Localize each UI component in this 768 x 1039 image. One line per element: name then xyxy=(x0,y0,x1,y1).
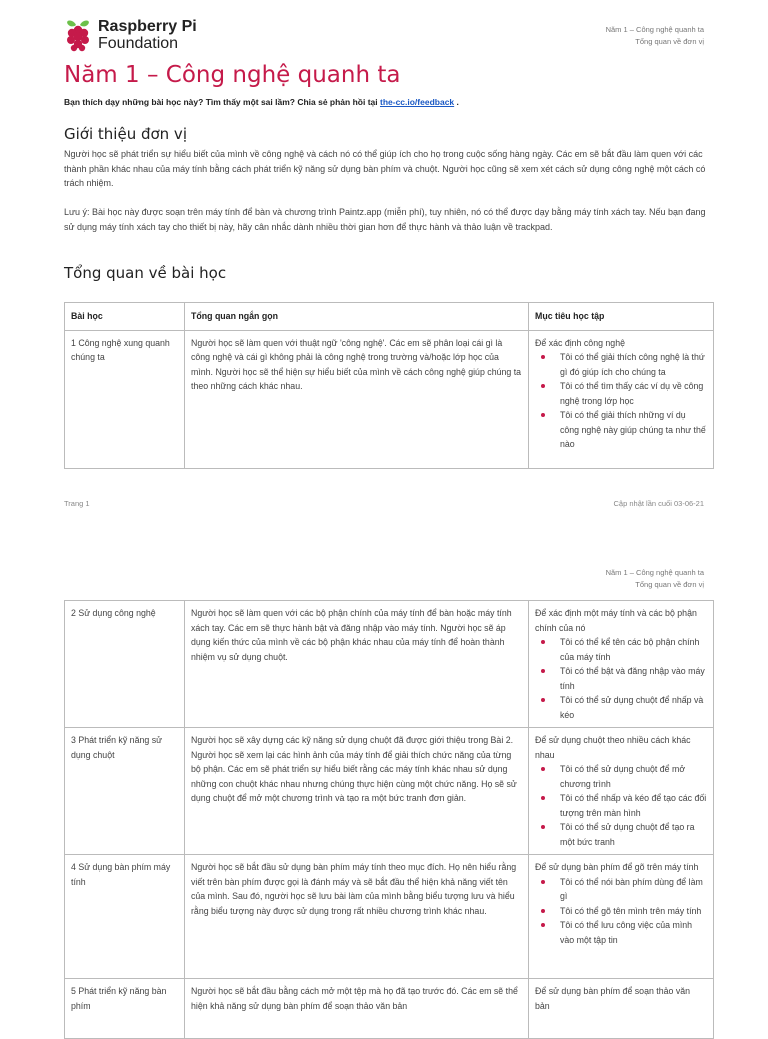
lesson-goals xyxy=(529,728,714,855)
footer-page-number: Trang 1 xyxy=(64,499,90,508)
feedback-text: Bạn thích dạy những bài học này? Tìm thấy một sai lầm? Chia sẻ phản hồi tại xyxy=(64,97,380,107)
list-item xyxy=(553,791,707,820)
intro-paragraph: Người học sẽ phát triển sự hiểu biết của mình về công nghệ và cách nó có thể giúp ích cho họ trong cuộc sống hàng ngày. Các em sẽ bắt đầu làm quen với các thành phần khác nhau của máy tính bằng cách phát triển kỹ năng sử dụng bàn phím và chuột. Người học cũng sẽ xem xét cách sử dụng công nghệ một cách có trách nhiệm. xyxy=(64,149,706,188)
brand-line-1: Raspberry Pi xyxy=(98,18,197,35)
bullet-icon xyxy=(541,698,545,702)
lesson-table-page-2 xyxy=(64,600,714,1039)
goal-intro: Để sử dụng chuột theo nhiều cách khác nhau xyxy=(535,735,691,760)
bullet-icon xyxy=(541,413,545,417)
bullet-icon xyxy=(541,923,545,927)
column-header-goals: Mục tiêu học tập xyxy=(529,303,714,331)
table-header-row xyxy=(65,303,714,331)
running-header-unit: Năm 1 – Công nghệ quanh ta xyxy=(605,25,704,34)
list-item xyxy=(553,820,707,849)
lesson-summary: Người học sẽ làm quen với các bộ phận chính của máy tính để bàn hoặc máy tính xách tay. Các em sẽ thực hành bật và đăng nhập vào máy tính. Người học sẽ áp dụng kiến thức của mình về các bộ phận khác nhau của máy tính để hoàn thành nhiệm vụ sử dụng chuột. xyxy=(185,601,529,728)
goal-text: Tôi có thể nói bàn phím dùng để làm gì xyxy=(560,876,703,901)
bullet-icon xyxy=(541,355,545,359)
list-item xyxy=(553,693,707,722)
page-title: Năm 1 – Công nghệ quanh ta xyxy=(64,62,401,88)
feedback-line xyxy=(64,97,459,107)
feedback-link[interactable]: the-cc.io/feedback xyxy=(379,97,455,107)
goal-text: Tôi có thể gõ tên mình trên máy tính xyxy=(560,905,702,916)
lesson-name: 5 Phát triển kỹ năng bàn phím xyxy=(65,979,185,1039)
brand-line-2: Foundation xyxy=(98,35,179,52)
lesson-summary: Người học sẽ bắt đầu sử dụng bàn phím máy tính theo mục đích. Họ nên hiểu rằng viết trên bàn phím được gọi là đánh máy và sẽ bắt đầu thể hiện khả năng viết tên của mình. Sau đó, người học sẽ lưu bài làm của mình bằng biểu tượng lưu và hiểu rằng biểu tượng này được sử dụng trong rất nhiều chương trình khác nhau. xyxy=(185,855,529,979)
list-item xyxy=(553,408,707,452)
list-item xyxy=(553,350,707,379)
bullet-icon xyxy=(541,909,545,913)
goal-list xyxy=(535,350,707,452)
lesson-name: 4 Sử dụng bàn phím máy tính xyxy=(65,855,185,979)
goal-list xyxy=(535,635,707,722)
lesson-name: 2 Sử dụng công nghệ xyxy=(65,601,185,728)
goal-intro: Để sử dụng bàn phím để soạn thảo văn bản xyxy=(535,986,691,1011)
list-item xyxy=(553,762,707,791)
goal-text: Tôi có thể sử dụng chuột để mở chương trình xyxy=(560,764,686,789)
bullet-icon xyxy=(541,669,545,673)
lesson-goals xyxy=(529,330,714,468)
column-header-lesson: Bài học xyxy=(65,303,185,331)
overview-heading: Tổng quan về bài học xyxy=(64,264,227,282)
bullet-icon xyxy=(541,640,545,644)
list-item xyxy=(553,379,707,408)
lesson-goals xyxy=(529,601,714,728)
bullet-icon xyxy=(541,796,545,800)
intro-heading: Giới thiệu đơn vị xyxy=(64,125,187,143)
goal-list xyxy=(535,762,707,849)
goal-text: Tôi có thể tìm thấy các ví dụ về công nghệ trong lớp học xyxy=(560,381,704,406)
lesson-goals xyxy=(529,855,714,979)
goal-text: Tôi có thể sử dụng chuột để nhấp và kéo xyxy=(560,695,704,720)
table-row xyxy=(65,855,714,979)
goal-intro: Để sử dụng bàn phím để gõ trên máy tính xyxy=(535,862,699,872)
lesson-name: 3 Phát triển kỹ năng sử dụng chuột xyxy=(65,728,185,855)
table-row xyxy=(65,330,714,468)
raspberry-pi-logo[interactable] xyxy=(64,17,214,57)
goal-text: Tôi có thể lưu công việc của mình vào một tập tin xyxy=(560,920,693,945)
note-paragraph: Lưu ý: Bài học này được soạn trên máy tính để bàn và chương trình Paintz.app (miễn phí), tuy nhiên, nó có thể được dạy bằng máy tính xách tay. Nếu bạn đang sử dụng máy tính xách tay cho thiết bị này, hãy cân nhắc dành nhiều thời gian hơn để thực hành và thảo luận về trackpad. xyxy=(64,207,706,232)
list-item xyxy=(553,875,707,904)
column-header-summary: Tổng quan ngắn gọn xyxy=(185,303,529,331)
goal-text: Tôi có thể sử dụng chuột để tạo ra một bức tranh xyxy=(560,822,695,847)
lesson-table-page-1 xyxy=(64,302,714,469)
lesson-summary: Người học sẽ làm quen với thuật ngữ 'công nghệ'. Các em sẽ phân loại cái gì là công nghệ và cái gì không phải là công nghệ trong trường và/hoặc lớp học của mình. Người học sẽ thể hiện sự hiểu biết của mình về cách công nghệ giúp chúng ta theo những cách khác nhau. xyxy=(185,330,529,468)
raspberry-icon xyxy=(64,17,92,53)
table-row xyxy=(65,728,714,855)
footer-updated: Cập nhật lần cuối 03-06-21 xyxy=(613,499,704,508)
table-row xyxy=(65,601,714,728)
list-item xyxy=(553,904,707,919)
running-header xyxy=(606,24,704,48)
goal-text: Tôi có thể kể tên các bộ phận chính của máy tính xyxy=(560,637,700,662)
list-item xyxy=(553,664,707,693)
goal-text: Tôi có thể giải thích công nghệ là thứ gì đó giúp ích cho chúng ta xyxy=(560,352,705,377)
brand-name xyxy=(98,18,197,52)
table-row xyxy=(65,979,714,1039)
feedback-end: . xyxy=(454,97,459,107)
lesson-goals xyxy=(529,979,714,1039)
goal-text: Tôi có thể nhấp và kéo để tạo các đối tượng trên màn hình xyxy=(560,793,707,818)
bullet-icon xyxy=(541,767,545,771)
running-header-page-2 xyxy=(606,567,704,591)
lesson-name: 1 Công nghệ xung quanh chúng ta xyxy=(65,330,185,468)
goal-text: Tôi có thể bật và đăng nhập vào máy tính xyxy=(560,666,705,691)
lesson-summary: Người học sẽ bắt đầu bằng cách mở một tệp mà họ đã tạo trước đó. Các em sẽ thể hiện khả năng sử dụng bàn phím để soạn thảo văn bản xyxy=(185,979,529,1039)
list-item xyxy=(553,635,707,664)
bullet-icon xyxy=(541,384,545,388)
goal-intro: Để xác định công nghệ xyxy=(535,337,625,348)
lesson-summary: Người học sẽ xây dựng các kỹ năng sử dụng chuột đã được giới thiệu trong Bài 2. Người học sẽ xem lại các hình ảnh của máy tính để giải thích chức năng của từng bộ phận. Các em sẽ phát triển sự hiểu biết rằng các máy tính khác nhau sử dụng những con chuột khác nhau nhưng chúng thực hiện cùng một chức năng. Họ sẽ sử dụng chuột để mở một chương trình và tạo ra một bức tranh đơn giản. xyxy=(185,728,529,855)
bullet-icon xyxy=(541,825,545,829)
bullet-icon xyxy=(541,880,545,884)
goal-intro: Để xác định một máy tính và các bộ phận chính của nó xyxy=(535,608,697,633)
goal-list xyxy=(535,875,707,948)
running-header-unit: Năm 1 – Công nghệ quanh ta xyxy=(605,568,704,577)
list-item xyxy=(553,918,707,947)
goal-text: Tôi có thể giải thích những ví dụ công nghệ này giúp chúng ta như thế nào xyxy=(560,410,706,449)
running-header-section: Tổng quan về đơn vị xyxy=(635,37,704,46)
running-header-section: Tổng quan về đơn vị xyxy=(635,580,704,589)
